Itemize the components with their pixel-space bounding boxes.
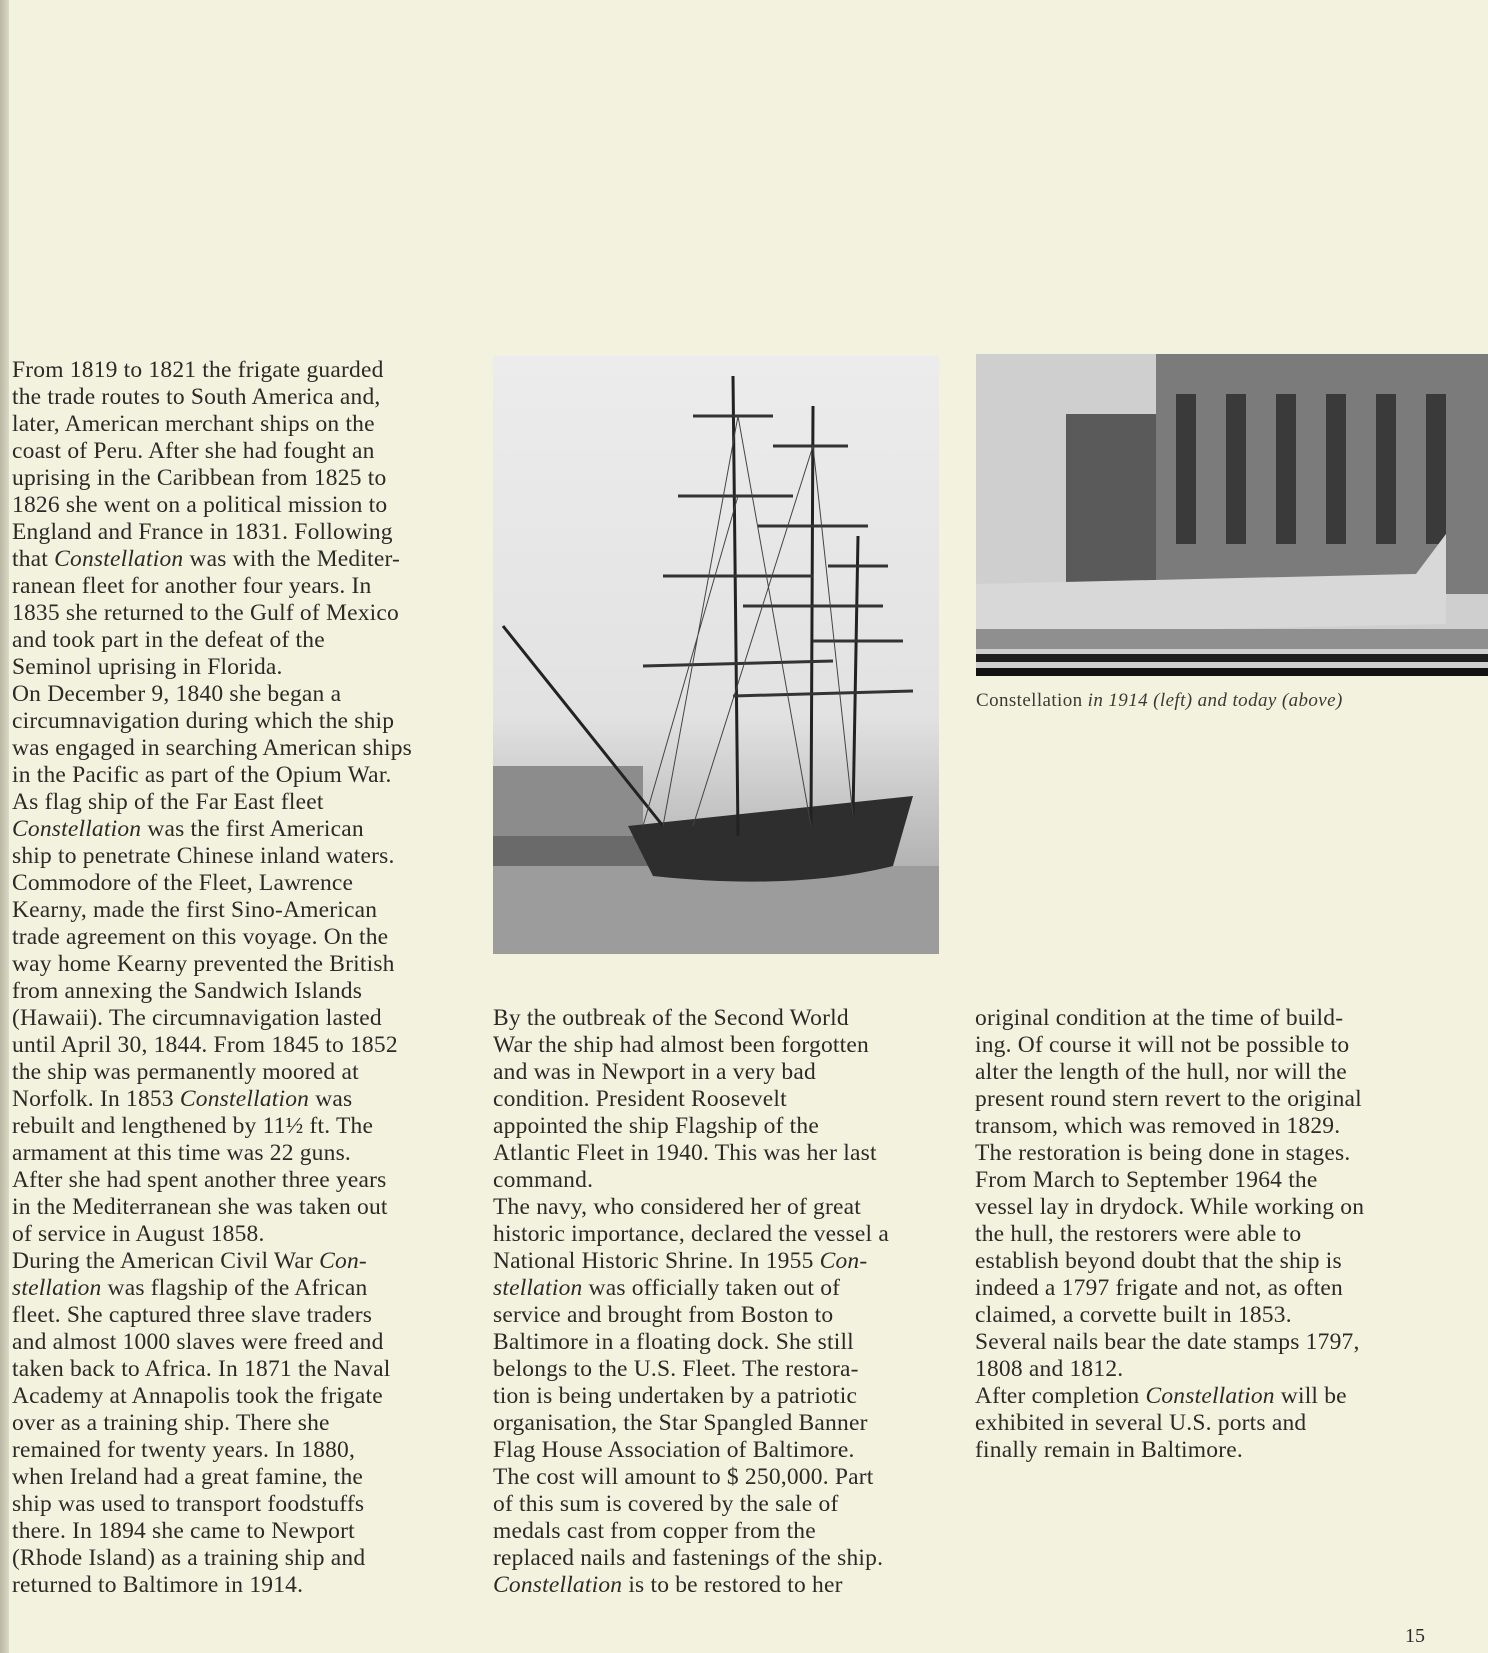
text-segment: exhibited in several U.S. ports and — [975, 1410, 1307, 1436]
text-line — [12, 897, 412, 924]
caption-ship-name: Constellation — [976, 690, 1083, 711]
text-segment: trade agreement on this voyage. On the — [12, 924, 389, 950]
text-segment: On December 9, 1840 she began a — [12, 681, 342, 707]
text-segment: the hull, the restorers were able to — [975, 1221, 1302, 1247]
text-segment: England and France in 1831. Following — [12, 519, 393, 545]
text-line — [493, 1356, 889, 1383]
text-segment: alter the length of the hull, nor will the — [975, 1059, 1347, 1085]
text-segment: when Ireland had a great famine, the — [12, 1464, 364, 1490]
text-line — [493, 1005, 889, 1032]
text-segment: historic importance, declared the vessel a — [493, 1221, 889, 1247]
text-segment: was officially taken out of — [582, 1275, 841, 1301]
text-line — [493, 1086, 889, 1113]
text-segment: ranean fleet for another four years. In — [12, 573, 372, 599]
text-segment: uprising in the Caribbean from 1825 to — [12, 465, 387, 491]
text-line — [493, 1464, 889, 1491]
text-line — [12, 600, 412, 627]
text-line — [12, 1356, 412, 1383]
text-line — [493, 1032, 889, 1059]
text-line — [12, 1329, 412, 1356]
page-number: 15 — [1405, 1625, 1425, 1647]
text-segment: ship to penetrate Chinese inland waters. — [12, 843, 395, 869]
text-segment: appointed the ship Flagship of the — [493, 1113, 819, 1139]
text-line — [975, 1032, 1364, 1059]
text-segment: transom, which was removed in 1829. — [975, 1113, 1341, 1139]
text-segment: until April 30, 1844. From 1845 to 1852 — [12, 1032, 398, 1058]
text-segment: ship was used to transport foodstuffs — [12, 1491, 365, 1517]
text-line — [12, 1248, 412, 1275]
text-line — [493, 1302, 889, 1329]
text-segment: replaced nails and fastenings of the ship. — [493, 1545, 884, 1571]
text-line — [12, 708, 412, 735]
text-line — [493, 1140, 889, 1167]
text-segment: armament at this time was 22 guns. — [12, 1140, 352, 1166]
text-line — [12, 870, 412, 897]
photo-caption — [976, 690, 1343, 712]
text-line — [12, 465, 412, 492]
text-segment: coast of Peru. After she had fought an — [12, 438, 375, 464]
text-line — [493, 1572, 889, 1599]
text-segment: vessel lay in drydock. While working on — [975, 1194, 1365, 1220]
text-segment: organisation, the Star Spangled Banner — [493, 1410, 868, 1436]
text-segment: in the Mediterranean she was taken out — [12, 1194, 388, 1220]
text-line — [12, 1464, 412, 1491]
text-segment: The cost will amount to $ 250,000. Part — [493, 1464, 874, 1490]
text-line — [12, 1491, 412, 1518]
text-line — [12, 951, 412, 978]
book-binding-edge — [0, 0, 9, 1653]
text-line — [12, 978, 412, 1005]
text-line — [12, 789, 412, 816]
text-line — [975, 1437, 1364, 1464]
text-line — [12, 546, 412, 573]
text-line — [493, 1545, 889, 1572]
text-segment: and was in Newport in a very bad — [493, 1059, 816, 1085]
text-segment: over as a training ship. There she — [12, 1410, 330, 1436]
text-line — [12, 1518, 412, 1545]
text-line — [975, 1329, 1364, 1356]
text-segment: (Hawaii). The circumnavigation lasted — [12, 1005, 382, 1031]
text-segment: belongs to the U.S. Fleet. The restora- — [493, 1356, 859, 1382]
text-line — [12, 1059, 412, 1086]
text-column-3 — [975, 1005, 1364, 1464]
text-segment: was with the Mediter- — [183, 546, 401, 572]
text-line — [975, 1275, 1364, 1302]
text-segment: During the American Civil War — [12, 1248, 320, 1274]
text-segment: From March to September 1964 the — [975, 1167, 1318, 1193]
text-line — [12, 924, 412, 951]
text-segment: service and brought from Boston to — [493, 1302, 834, 1328]
italic-text: Con- — [819, 1248, 868, 1274]
text-segment: circumnavigation during which the ship — [12, 708, 395, 734]
text-segment: of this sum is covered by the sale of — [493, 1491, 839, 1517]
text-line — [12, 1275, 412, 1302]
text-line — [12, 519, 412, 546]
text-segment: Norfolk. In 1853 — [12, 1086, 180, 1112]
text-segment: way home Kearny prevented the British — [12, 951, 395, 977]
text-column-1 — [12, 357, 412, 1599]
text-line — [12, 1221, 412, 1248]
text-line — [493, 1167, 889, 1194]
photo-constellation-1914 — [493, 356, 939, 954]
text-line — [12, 1194, 412, 1221]
text-segment: From 1819 to 1821 the frigate guarded — [12, 357, 384, 383]
text-segment: claimed, a corvette built in 1853. — [975, 1302, 1292, 1328]
text-line — [493, 1059, 889, 1086]
text-segment: ing. Of course it will not be possible to — [975, 1032, 1350, 1058]
text-line — [12, 627, 412, 654]
text-segment: was the first American — [141, 816, 364, 842]
text-segment: establish beyond doubt that the ship is — [975, 1248, 1342, 1274]
text-line — [12, 654, 412, 681]
text-segment: tion is being undertaken by a patriotic — [493, 1383, 858, 1409]
text-segment: indeed a 1797 frigate and not, as often — [975, 1275, 1344, 1301]
text-line — [975, 1410, 1364, 1437]
text-segment: was engaged in searching American ships — [12, 735, 413, 761]
text-line — [12, 1167, 412, 1194]
text-line — [12, 1410, 412, 1437]
text-line — [493, 1437, 889, 1464]
text-line — [12, 357, 412, 384]
text-segment: was flagship of the African — [101, 1275, 368, 1301]
text-segment: original condition at the time of build- — [975, 1005, 1344, 1031]
text-line — [12, 1113, 412, 1140]
text-segment: Kearny, made the first Sino-American — [12, 897, 378, 923]
caption-text: in 1914 (left) and today (above) — [1082, 690, 1343, 711]
text-segment: Several nails bear the date stamps 1797, — [975, 1329, 1360, 1355]
text-segment: will be — [1274, 1383, 1347, 1409]
text-segment: was — [309, 1086, 353, 1112]
text-segment: present round stern revert to the original — [975, 1086, 1362, 1112]
text-line — [12, 762, 412, 789]
text-segment: The navy, who considered her of great — [493, 1194, 862, 1220]
text-line — [12, 1545, 412, 1572]
text-line — [493, 1329, 889, 1356]
text-segment: taken back to Africa. In 1871 the Naval — [12, 1356, 391, 1382]
text-line — [975, 1086, 1364, 1113]
text-segment: returned to Baltimore in 1914. — [12, 1572, 304, 1598]
text-segment: from annexing the Sandwich Islands — [12, 978, 363, 1004]
text-line — [493, 1275, 889, 1302]
text-line — [12, 492, 412, 519]
text-line — [493, 1383, 889, 1410]
text-segment: By the outbreak of the Second World — [493, 1005, 849, 1031]
italic-text: Constellation — [493, 1572, 623, 1598]
text-segment: Atlantic Fleet in 1940. This was her last — [493, 1140, 877, 1166]
text-segment: that — [12, 546, 55, 572]
photo-constellation-today — [976, 354, 1488, 676]
italic-text: Constellation — [54, 546, 184, 572]
italic-text: stellation — [12, 1275, 102, 1301]
text-line — [493, 1518, 889, 1545]
text-line — [12, 843, 412, 870]
text-segment: 1808 and 1812. — [975, 1356, 1124, 1382]
text-segment: later, American merchant ships on the — [12, 411, 375, 437]
text-line — [12, 1032, 412, 1059]
text-line — [493, 1221, 889, 1248]
text-segment: is to be restored to her — [622, 1572, 843, 1598]
text-line — [12, 1005, 412, 1032]
text-line — [975, 1140, 1364, 1167]
text-segment: 1826 she went on a political mission to — [12, 492, 388, 518]
text-segment: The restoration is being done in stages. — [975, 1140, 1351, 1166]
text-line — [975, 1383, 1364, 1410]
text-line — [12, 573, 412, 600]
text-segment: rebuilt and lengthened by 11½ ft. The — [12, 1113, 374, 1139]
text-segment: War the ship had almost been forgotten — [493, 1032, 869, 1058]
text-line — [975, 1302, 1364, 1329]
text-segment: there. In 1894 she came to Newport — [12, 1518, 355, 1544]
text-line — [12, 1140, 412, 1167]
text-segment: After she had spent another three years — [12, 1167, 387, 1193]
italic-text: Constellation — [179, 1086, 310, 1112]
text-segment: fleet. She captured three slave traders — [12, 1302, 373, 1328]
text-line — [12, 1437, 412, 1464]
text-line — [975, 1059, 1364, 1086]
text-line — [12, 411, 412, 438]
text-segment: finally remain in Baltimore. — [975, 1437, 1243, 1463]
italic-text: stellation — [493, 1275, 583, 1301]
text-line — [975, 1194, 1364, 1221]
text-segment: Flag House Association of Baltimore. — [493, 1437, 855, 1463]
text-segment: Academy at Annapolis took the frigate — [12, 1383, 383, 1409]
text-line — [975, 1005, 1364, 1032]
text-segment: medals cast from copper from the — [493, 1518, 816, 1544]
text-segment: Baltimore in a floating dock. She still — [493, 1329, 854, 1355]
text-line — [12, 816, 412, 843]
text-segment: Seminol uprising in Florida. — [12, 654, 283, 680]
text-line — [12, 681, 412, 708]
text-segment: Commodore of the Fleet, Lawrence — [12, 870, 354, 896]
text-segment: and took part in the defeat of the — [12, 627, 325, 653]
text-line — [975, 1221, 1364, 1248]
italic-text: Constellation — [12, 816, 142, 842]
text-line — [975, 1113, 1364, 1140]
text-line — [12, 1383, 412, 1410]
text-segment: (Rhode Island) as a training ship and — [12, 1545, 366, 1571]
text-line — [12, 735, 412, 762]
text-segment: the trade routes to South America and, — [12, 384, 381, 410]
text-line — [12, 1302, 412, 1329]
text-line — [975, 1356, 1364, 1383]
text-segment: condition. President Roosevelt — [493, 1086, 787, 1112]
text-line — [975, 1167, 1364, 1194]
text-segment: National Historic Shrine. In 1955 — [493, 1248, 820, 1274]
text-column-2 — [493, 1005, 889, 1599]
text-segment: After completion — [975, 1383, 1146, 1409]
text-segment: the ship was permanently moored at — [12, 1059, 359, 1085]
text-segment: in the Pacific as part of the Opium War. — [12, 762, 392, 788]
text-line — [493, 1410, 889, 1437]
text-segment: of service in August 1858. — [12, 1221, 265, 1247]
text-line — [12, 1086, 412, 1113]
text-segment: 1835 she returned to the Gulf of Mexico — [12, 600, 399, 626]
text-line — [975, 1248, 1364, 1275]
text-line — [12, 384, 412, 411]
text-line — [493, 1113, 889, 1140]
text-line — [12, 1572, 412, 1599]
text-line — [493, 1491, 889, 1518]
italic-text: Constellation — [1145, 1383, 1275, 1409]
text-line — [12, 438, 412, 465]
text-line — [493, 1248, 889, 1275]
text-segment: remained for twenty years. In 1880, — [12, 1437, 356, 1463]
text-line — [493, 1194, 889, 1221]
italic-text: Con- — [319, 1248, 367, 1274]
text-segment: command. — [493, 1167, 594, 1193]
text-segment: and almost 1000 slaves were freed and — [12, 1329, 384, 1355]
text-segment: As flag ship of the Far East fleet — [12, 789, 324, 815]
